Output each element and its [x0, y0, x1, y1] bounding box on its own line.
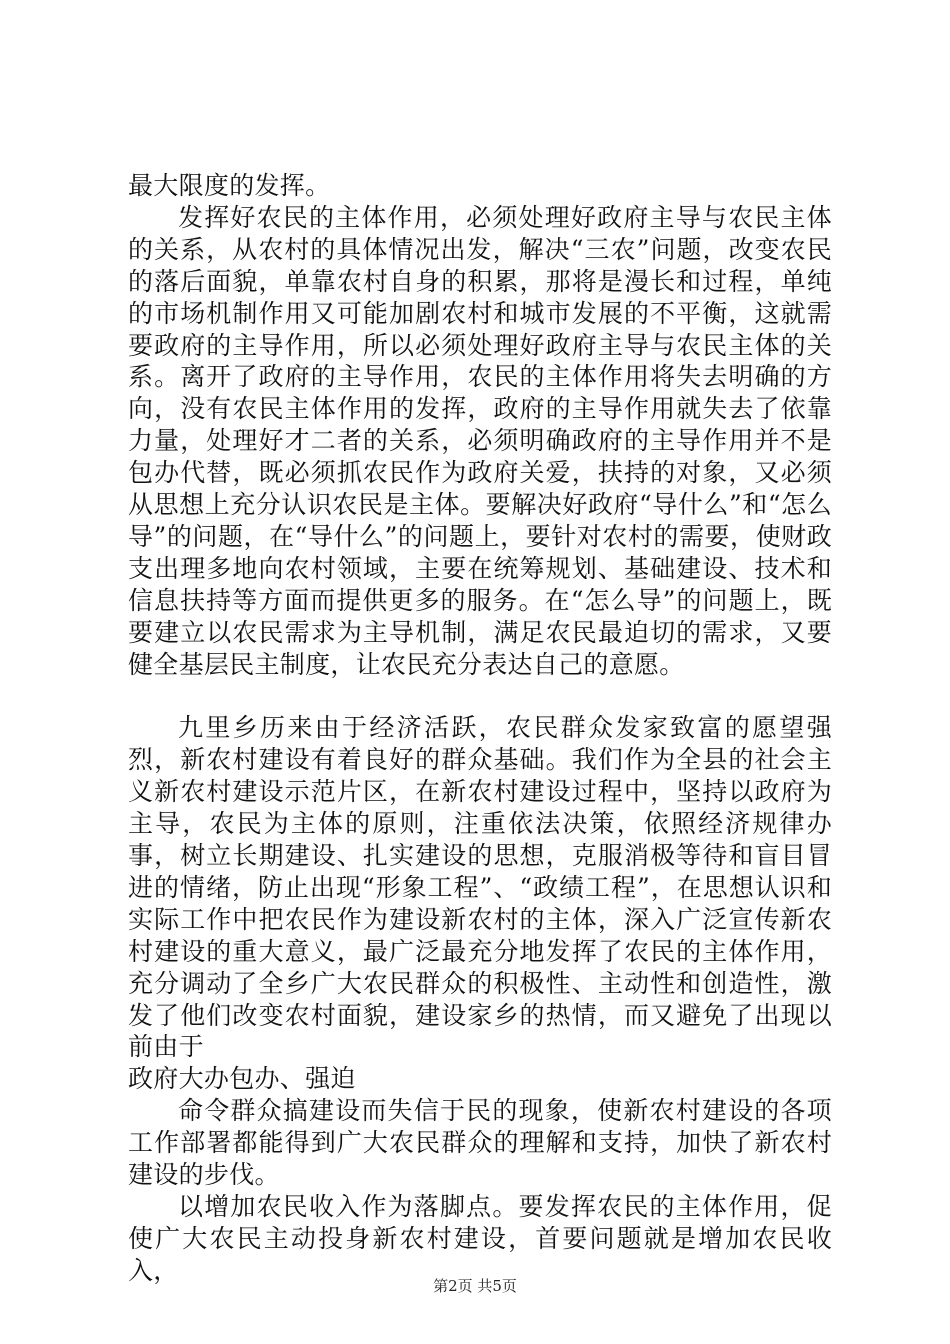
paragraph-2: 发挥好农民的主体作用，必须处理好政府主导与农民主体的关系，从农村的具体情况出发，解决“三农”问题，改变农民的落后面貌，单靠农村自身的积累，那将是漫长和过程，单纯的市场机制作用又可能加剧农村和城市发展的不平衡，这就需要政府的主导作用，所以必须处理好政府主导与农民主体的关系。离开了政府的主导作用，农民的主体作用将失去明确的方向，没有农民主体作用的发挥，政府的主导作用就失去了依靠力量，处理好才二者的关系，必须明确政府的主导作用并不是包办代替，既必须抓农民作为政府关爱，扶持的对象，又必须从思想上充分认识农民是主体。要解决好政府“导什么”和“怎么导”的问题，在“导什么”的问题上，要针对农村的需要，使财政支出理多地向农村领域，主要在统筹规划、基础建设、技术和信息扶持等方面而提供更多的服务。在“怎么导”的问题上，既要建立以农民需求为主导机制，满足农民最迫切的需求，又要健全基层民主制度，让农民充分表达自己的意愿。 — [128, 202, 832, 679]
paragraph-4: 政府大办包办、强迫 — [128, 1064, 356, 1094]
paragraph-5: 命令群众搞建设而失信于民的现象，使新农村建设的各项工作部署都能得到广大农民群众的理解和支持，加快了新农村建设的步伐。 — [128, 1096, 832, 1190]
page-number: 第2页 共5页 — [433, 1277, 517, 1295]
paragraph-6: 以增加农民收入作为落脚点。要发挥农民的主体作用，促使广大农民主动投身新农村建设，首要问题就是增加农民收入， — [128, 1191, 832, 1285]
paragraph-3: 九里乡历来由于经济活跃，农民群众发家致富的愿望强烈，新农村建设有着良好的群众基础。我们作为全县的社会主义新农村建设示范片区，在新农村建设过程中，坚持以政府为主导，农民为主体的原则，注重依法决策，依照经济规律办事，树立长期建设、扎实建设的思想，克服消极等待和盲目冒进的情绪，防止出现“形象工程”、“政绩工程”，在思想认识和实际工作中把农民作为建设新农村的主体，深入广泛宣传新农村建设的重大意义，最广泛最充分地发挥了农民的主体作用，充分调动了全乡广大农民群众的积极性、主动性和创造性，激发了他们改变农村面貌，建设家乡的热情，而又避免了出现以前由于 — [128, 713, 832, 1062]
document-body — [128, 170, 832, 1287]
paragraph-1: 最大限度的发挥。 — [128, 171, 331, 200]
